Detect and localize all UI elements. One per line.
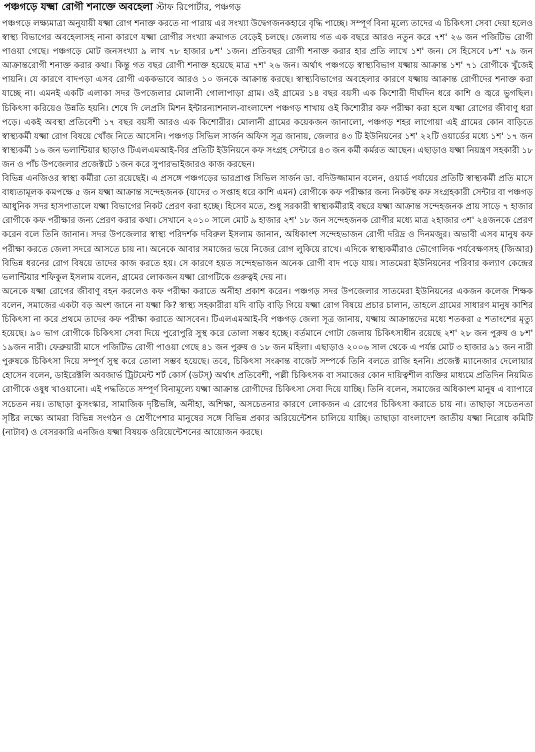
article-paragraph-2: বিভিন্ন এনজিওর স্বাস্থ্য কর্মীরা তো রয়েছেই। এ প্রসঙ্গে পঞ্চগড়ের ভারপ্রাপ্ত সিভিল সার্জন ডা. বদিউজ্জামান বলেন, ওয়ার্ড পর্যায়ের প্রতিটি স্বাস্থ্যকর্মী প্রতি মাসে বাধ্যতামূলক কমপক্ষে ৫ জন যক্ষ্মা আক্রান্ত সন্দেহজনক (যাদের ৩ সপ্তাহ ধরে কাশি এমন) রোগীকে কফ পরীক্ষার জন্য নিকটস্থ কফ সংগ্রহকারী সেন্টার বা পঞ্চগড় আধুনিক সদর হাসপাতালে যক্ষ্মা বিভাগের নিকট প্রেরণ করা হচ্ছে। হিসেব মতে, শুধু সরকারী স্বাস্থ্যকর্মীরাই বছরে যক্ষ্মা আক্রান্ত সন্দেহজনক প্রায় সাড়ে ৭ হাজার রোগীকে কফ পরীক্ষার জন্য প্রেরণ করার কথা। সেখানে ২০১০ সালে মোট ৯ হাজার ২শ' ১৮ জন সন্দেহজনক রোগীর মধ্যে মাত্র ২হাজার ৩শ' ২৪জনকে প্রেরণ করেন বলে তিনি জানান। সদর উপজেলার স্বাস্থ্য পরিদর্শক দবিরুল ইসলাম জানান, অধিকাংশ সন্দেহভাজন রোগী দরিদ্র ও দিনমজুর। অভাবী এসব মানুষ কফ পরীক্ষা করতে জেলা সদরে আসতে চায় না। অনেকে আবার সমাজের ভয়ে নিজের রোগ লুকিয়ে রাখে। এদিকে স্বাস্থ্যকর্মীরাও ভৌগোলিক পর্যবেক্ষণসহ (জিআর) বিভিন্ন ধরনের রোগ বিষয়ে তাদের কাজ করতে হয়। সে কারণে হয়ত সন্দেহভাজন অনেক রোগী বাদ পড়ে যায়। সাতমেরা ইউনিয়নের পরিবার কল্যাণ কেন্দ্রের ভলান্টিয়ার শফিকুল ইসলাম বলেন, গ্রামের লোকজন যক্ষ্মা রোগটিকে গুরুত্বই দেয় না। <box>2 174 533 283</box>
article-headline <box>4 1 533 15</box>
article-paragraph-1: পঞ্চগড়ে লক্ষ্যমাত্রা অনুযায়ী যক্ষ্মা রোগ শনাক্ত করতে না পারায় এর সংখ্যা উদ্বেগজনকহারে বৃদ্ধি পাচ্ছে। সম্পূর্ণ বিনা মূল্যে তাদের এ চিকিৎসা সেবা দেয়া হলেও স্বাস্থ্য বিভাগের অবহেলাসহ নানা কারণে যক্ষ্মা রোগীর সংখ্যা ক্রমাগত বেড়েই চলছে। জেলায় গত এক বছরে আরও নতুন করে ৭শ' ২৬ জন পজিটিভ রোগী পাওয়া গেছে। পঞ্চগড়ে মোট জনসংখ্যা ৯ লাখ ৭৮ হাজার ৮শ' ১জন। প্রতিবছর রোগী শনাক্ত করার হার প্রতি লাখে ১শ' জন। সে হিসেবে ৮শ' ৭৯ জন আক্রান্তরোগী শনাক্ত করার কথা। কিন্তু গত বছর রোগী শনাক্ত হয়েছে মাত্র ৭শ' ২৬ জন। অর্থাৎ পঞ্চগড়ে স্বাস্থ্যবিভাগ যক্ষ্মায় আক্রান্ত ১শ' ৭১ রোগীকে খুঁজেই পায়নি। যে কারণে বাদপড়া এসব রোগী এককভাবে আরও ১০ জনকে আক্রান্ত করছে। স্বাস্থ্যবিভাগের অবহেলার কারণে যক্ষ্মায় আক্রান্ত রোগীদের শনাক্ত করা যাচ্ছে না। এমনই একটি এলাকা সদর উপজেলার মোলানী গোলাপাড়া গ্রাম। ওই গ্রামের ১৪ বছর বয়সী এক কিশোরী দীর্ঘদিন ধরে কাশি ও জ্বরে ভুগছিল। চিকিৎসা করিয়েও উন্নতি হয়নি। শেষে দি লেপ্রসি মিশন ইন্টারন্যাশনাল-বাংলাদেশ পঞ্চগড় শাখায় ওই কিশোরীর কফ পরীক্ষা করা হলে যক্ষ্মা রোগের জীবাণু ধরা পড়ে। একই অবস্থা প্রতিবেশী ১৭ বছর বয়সী আরও এক কিশোরীর। মোলানী গ্রামের কয়েকজন জানালো, পঞ্চগড় শহর লাগোয়া এই গ্রামের কোন বাড়িতে স্বাস্থ্যকর্মী যক্ষ্মা রোগ বিষয়ে খোঁজ নিতে আসেনি। পঞ্চগড় সিভিল সার্জন অফিস সূত্র জানায়, জেলার ৪৩ টি ইউনিয়নের ১শ' ২২টি ওয়ার্ডের মধ্যে ১শ' ১৭ জন স্বাস্থ্যকর্মী ১৬ জন ভলান্টিয়ার ছাড়াও টিএলএমআই-বির প্রতিটি ইউনিয়নে কফ সংগ্রহ সেন্টারে ৪৩ জন কর্মী কর্মরত আছেন। এছাড়াও যক্ষ্মা নিয়ন্ত্রণ সহকারী ১৮ জন ও পাঁচ উপজেলার প্রজেক্টটে ১জন করে সুপারভাইজারও কাজ করছেন। <box>2 19 533 170</box>
article-byline: স্টাফ রিপোর্টার, পঞ্চগড় <box>156 3 241 13</box>
article-title: পঞ্চগড়ে যক্ষ্মা রোগী শনাক্তে অবহেলা <box>4 2 153 13</box>
article-paragraph-3: অনেকে যক্ষ্মা রোগের জীবাণু বহন করলেও কফ পরীক্ষা করাতে অনীহা প্রকাশ করেন। পঞ্চগড় সদর উপজেলার সাতমেরা ইউনিয়নের একজন কলেজ শিক্ষক বলেন, সমাজের একটা বড় অংশ জানে না যক্ষ্মা কি? স্বাস্থ্য সহকারীরা যদি বাড়ি বাড়ি গিয়ে যক্ষ্মা রোগ বিষয়ে প্রচার চালান, তাহলে গ্রামের সাধারণ মানুষ কাশির চিকিৎসা না করে প্রথমে তাদের কফ পরীক্ষা করাতে আসবেন। টিএলএমআই-বি পঞ্চগড় জেলা সূত্র জানায়, যক্ষ্মায় আক্রান্তদের মধ্যে শতকরা ৫ শতাংশের মৃত্যু হয়েছে। ৯০ ভাগ রোগীকে চিকিৎসা সেবা দিয়ে পুরোপুরি সুস্থ করে তোলা সম্ভব হচ্ছে। বর্তমানে গোটা জেলায় চিকিৎসাধীন রয়েছে ২শ' ২৮ জন পুরুষ ও ৮শ' ১৯জন নারী। ফেব্রুয়ারী মাসে পজিটিভ রোগী পাওয়া গেছে ৪১ জন পুরুষ ও ১৮ জন মহিলা। এছাড়াও ২০০৬ সাল থেকে এ পর্যন্ত মোট ৩ হাজার ৯১ জন নারী পুরুষকে চিকিৎসা দিয়ে সম্পূর্ণ সুস্থ করে তোলা সম্ভব হয়েছে। তবে, চিকিৎসা সংক্রান্ত বাজেট সম্পর্কে তিনি বলতে রাজি হননি। প্রজেক্ট ম্যানেজার দেলোয়ার হোসেন বলেন, ডাইরেক্টলি অবজার্ভ ট্রিটমেন্ট শর্ট কোর্স (ডটস্) অর্থাৎ প্রতিবেশী, পল্লী চিকিৎসক বা সমাজের কোন দায়িত্বশীল ব্যক্তির মাধ্যমে প্রতিদিন নিয়মিত রোগীকে ওষুধ খাওয়ানো। এই পদ্ধতিতে সম্পূর্ণ বিনামূল্যে যক্ষ্মা আক্রান্ত রোগীদের চিকিৎসা সেবা দিয়ে যাচ্ছি। তিনি বলেন, সমাজের অধিকাংশ মানুষ এ ব্যাপারে সচেতন নয়। তাছাড়া কুসংস্কার, সামাজিক দৃষ্টিভঙ্গি, অনীহা, অশিক্ষা, অসচেতনার কারণে লোকজন এ রোগের চিকিৎসা করাতে চায় না। তাছাড়া সচেতনতা সৃষ্টির লক্ষ্যে আমরা বিভিন্ন সংগঠন ও শ্রেণীপেশার মানুষের সঙ্গে বিভিন্ন প্রকার অরিয়েন্টেশন চালিয়ে যাচ্ছি। তাছাড়া বাংলাদেশ জাতীয় যক্ষ্মা নিরোধ কমিটি (নাটাব) ও বেসরকারি এনজিও যক্ষ্মা বিষয়ক ওরিয়েন্টেশনের আয়োজন করছে। <box>2 286 533 438</box>
